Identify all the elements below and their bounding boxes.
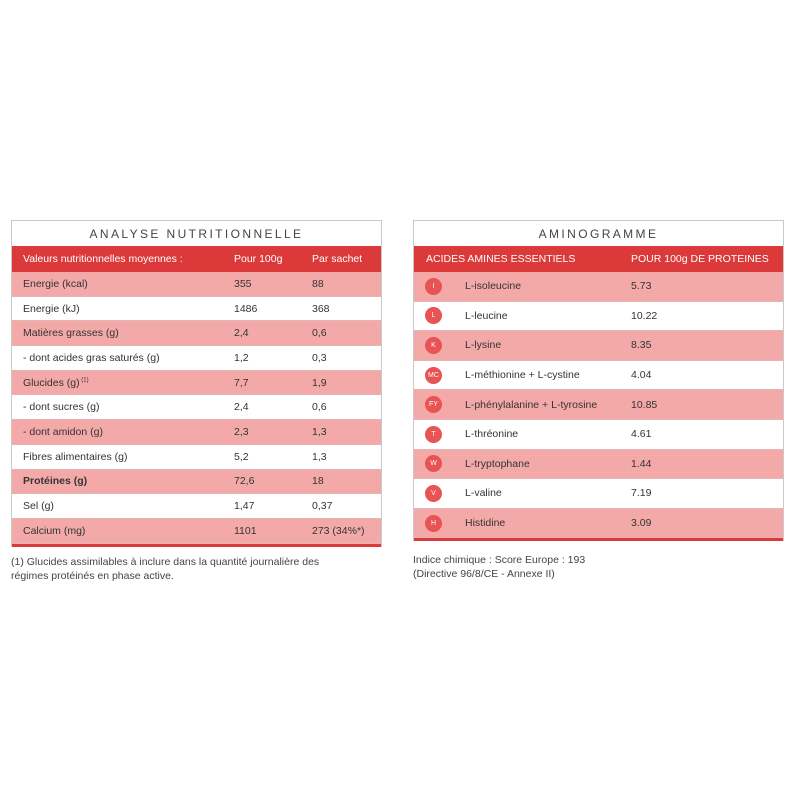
nutrition-row-label: Glucides (g) $^{(1)}$ <box>23 376 89 389</box>
amino-name: L-tryptophane <box>465 457 530 470</box>
nutrition-title: ANALYSE NUTRITIONNELLE <box>89 227 304 241</box>
nutrition-row-label: Energie (kcal) <box>23 277 88 290</box>
amino-name: L-lysine <box>465 339 502 352</box>
nutrition-row <box>12 519 381 544</box>
nutrition-bottom-bar <box>12 544 381 547</box>
nutrition-row-label: Sel (g) <box>23 500 54 513</box>
amino-value: 7.19 <box>631 487 652 500</box>
amino-row <box>414 479 783 509</box>
amino-name: L-isoleucine <box>465 280 522 293</box>
nutrition-row <box>12 371 381 396</box>
nutrition-row-per-sachet: 0,6 <box>312 401 327 414</box>
amino-row <box>414 390 783 420</box>
amino-row <box>414 302 783 332</box>
nutrition-row-per-sachet: 1,9 <box>312 376 327 389</box>
amino-row <box>414 272 783 302</box>
nutrition-row-label: Calcium (mg) <box>23 524 86 537</box>
amino-name: Histidine <box>465 517 506 530</box>
nutrition-row-per-sachet: 273 (34%*) <box>312 524 365 537</box>
nutrition-row-label: - dont acides gras saturés (g) <box>23 351 160 364</box>
aminogramme-header-row <box>414 246 783 272</box>
amino-badge-icon: H <box>425 515 442 532</box>
header-label: Valeurs nutritionnelles moyennes : <box>23 253 183 265</box>
amino-row <box>414 361 783 391</box>
nutrition-row-label: - dont amidon (g) <box>23 425 103 438</box>
amino-name: L-méthionine + L-cystine <box>465 369 580 382</box>
amino-badge-icon: MC <box>425 367 442 384</box>
nutrition-row-per-sachet: 0,3 <box>312 351 327 364</box>
aminogramme-table <box>413 220 784 541</box>
directive-reference: (Directive 96/8/CE - Annexe II) <box>413 568 555 580</box>
nutrition-row-per100: 2,4 <box>234 327 249 340</box>
nutrition-row-label: Matières grasses (g) <box>23 327 119 340</box>
nutrition-row-per100: 1101 <box>234 524 257 537</box>
header-acids: ACIDES AMINES ESSENTIELS <box>426 253 576 265</box>
amino-value: 4.61 <box>631 428 652 441</box>
nutrition-footnote: (1) Glucides assimilables à inclure dans la quantité journalière des régimes protéinés en phase active. <box>11 556 320 582</box>
nutrition-row <box>12 395 381 420</box>
nutrition-row <box>12 470 381 495</box>
amino-name: L-leucine <box>465 309 508 322</box>
nutrition-row <box>12 297 381 322</box>
aminogramme-note <box>413 553 713 581</box>
amino-value: 3.09 <box>631 517 652 530</box>
aminogramme-bottom-bar <box>414 538 783 541</box>
amino-name: L-valine <box>465 487 502 500</box>
nutrition-row-per-sachet: 1,3 <box>312 450 327 463</box>
footnote-marker: (1) <box>79 377 89 384</box>
amino-badge-icon: FY <box>425 396 442 413</box>
amino-badge-icon: L <box>425 307 442 324</box>
nutrition-row <box>12 321 381 346</box>
amino-badge-icon: T <box>425 426 442 443</box>
nutrition-row-per100: 1,2 <box>234 351 249 364</box>
amino-row <box>414 331 783 361</box>
amino-row <box>414 420 783 450</box>
nutrition-row-label: Energie (kJ) <box>23 302 80 315</box>
nutrition-row-per100: 1486 <box>234 302 258 315</box>
nutrition-row-per-sachet: 18 <box>312 475 324 488</box>
amino-badge-icon: I <box>425 278 442 295</box>
amino-name: L-phénylalanine + L-tyrosine <box>465 398 598 411</box>
nutrition-row-per-sachet: 0,37 <box>312 500 333 513</box>
nutrition-row-label: Fibres alimentaires (g) <box>23 450 128 463</box>
nutrition-row-per100: 5,2 <box>234 450 249 463</box>
amino-value: 4.04 <box>631 369 652 382</box>
amino-value: 10.22 <box>631 309 658 322</box>
amino-name: L-thréonine <box>465 428 519 441</box>
header-per-sachet: Par sachet <box>312 253 363 265</box>
nutrition-row-per100: 2,3 <box>234 425 249 438</box>
header-per100: Pour 100g <box>234 253 283 265</box>
nutrition-row-per100: 1,47 <box>234 500 255 513</box>
header-per100-proteins: POUR 100g DE PROTEINES <box>631 253 769 265</box>
nutrition-row-per-sachet: 1,3 <box>312 425 327 438</box>
nutrition-row <box>12 346 381 371</box>
amino-badge-icon: K <box>425 337 442 354</box>
nutrition-row-per-sachet: 368 <box>312 302 330 315</box>
amino-row <box>414 450 783 480</box>
amino-row <box>414 509 783 539</box>
amino-value: 10.85 <box>631 398 658 411</box>
nutrition-table <box>11 220 382 547</box>
nutrition-row <box>12 494 381 519</box>
nutrition-row-per-sachet: 88 <box>312 277 324 290</box>
amino-value: 5.73 <box>631 280 652 293</box>
nutrition-row <box>12 420 381 445</box>
nutrition-row-label: Protéines (g) <box>23 475 88 488</box>
chemical-index: Indice chimique : Score Europe : 193 <box>413 554 586 566</box>
amino-value: 1.44 <box>631 457 652 470</box>
nutrition-row-per100: 7,7 <box>234 376 249 389</box>
amino-value: 8.35 <box>631 339 652 352</box>
amino-badge-icon: W <box>425 455 442 472</box>
nutrition-row-per100: 355 <box>234 277 252 290</box>
nutrition-row-per100: 72,6 <box>234 475 255 488</box>
nutrition-row-per-sachet: 0,6 <box>312 327 327 340</box>
nutrition-row-per100: 2,4 <box>234 401 249 414</box>
nutrition-header-row <box>12 246 381 272</box>
nutrition-row <box>12 272 381 297</box>
amino-badge-icon: V <box>425 485 442 502</box>
aminogramme-title: AMINOGRAMME <box>538 227 659 241</box>
nutrition-row-label: - dont sucres (g) <box>23 401 100 414</box>
nutrition-row <box>12 445 381 470</box>
